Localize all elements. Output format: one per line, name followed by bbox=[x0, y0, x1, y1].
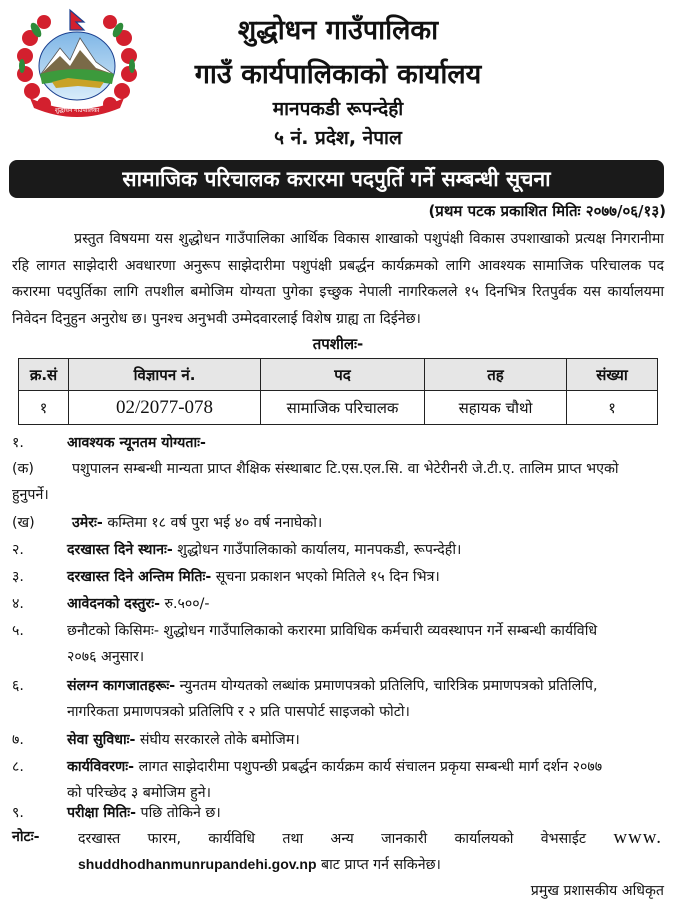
office-province: ५ नं. प्रदेश, नेपाल bbox=[274, 127, 402, 149]
col-post: पद bbox=[261, 359, 425, 391]
signatory-title: प्रमुख प्रशासकीय अधिकृत bbox=[530, 883, 664, 899]
list-item bbox=[12, 618, 664, 644]
cell-level: सहायक चौथो bbox=[425, 391, 567, 425]
item-text: न्युनतम योग्यतको लब्धांक प्रमाणपत्रको प्रतिलिपि, चारित्रिक प्रमाणपत्रको प्रतिलिपि, bbox=[175, 678, 598, 694]
item-number: ८. bbox=[12, 759, 24, 775]
nepal-emblem-icon bbox=[16, 8, 138, 120]
item-text: सूचना प्रकाशन भएको मितिले १५ दिन भित्र। bbox=[211, 569, 440, 585]
table-header-row bbox=[19, 359, 658, 391]
list-item bbox=[12, 591, 664, 617]
note-text-line1: दरखास्त फारम, कार्यविधि तथा अन्य जानकारी कार्यालयको वेभसाईट bbox=[78, 831, 586, 847]
list-item-continuation bbox=[12, 644, 664, 670]
list-item bbox=[12, 673, 664, 699]
item-text: रु.५००/- bbox=[160, 596, 210, 612]
item-text: पछि तोकिने छ। bbox=[136, 805, 221, 821]
cell-ad-number: 02/2077-078 bbox=[69, 391, 261, 425]
item-text: २०७६ अनुसार। bbox=[67, 649, 145, 665]
cell-post: सामाजिक परिचालक bbox=[261, 391, 425, 425]
item-number: १. bbox=[12, 435, 24, 451]
note-text bbox=[78, 827, 662, 849]
item-number: ७. bbox=[12, 732, 24, 748]
item-text: लागत साझेदारीमा पशुपन्छी प्रबर्द्धन कार्यक्रम कार्य संचालन प्रकृया सम्बन्धी मार्ग दर्शन २०७७ bbox=[134, 759, 603, 775]
note-label: नोटः- bbox=[12, 829, 40, 845]
list-item bbox=[12, 564, 664, 590]
col-count: संख्या bbox=[567, 359, 658, 391]
notice-title: सामाजिक परिचालक करारमा पदपुर्ति गर्ने सम्बन्धी सूचना bbox=[9, 160, 664, 198]
vacancy-table bbox=[18, 358, 658, 425]
item-label: उमेरः- bbox=[72, 515, 103, 531]
cell-serial: १ bbox=[19, 391, 69, 425]
item-label: दरखास्त दिने अन्तिम मितिः- bbox=[67, 569, 212, 585]
website-link[interactable]: shuddhodhanmunrupandehi.gov.np bbox=[78, 856, 317, 872]
item-text: छनौटको किसिमः- शुद्धोधन गाउँपालिकाको करारमा प्राविधिक कर्मचारी व्यवस्थापन गर्ने सम्बन्धी कार्यविधि bbox=[67, 623, 598, 639]
note-line2 bbox=[78, 855, 662, 874]
list-item bbox=[12, 456, 664, 482]
publication-date: (प्रथम पटक प्रकाशित मितिः २०७७/०६/१३) bbox=[428, 202, 666, 220]
note-text-line2: बाट प्राप्त गर्न सकिनेछ। bbox=[316, 857, 441, 873]
item-label: दरखास्त दिने स्थानः- bbox=[67, 542, 173, 558]
item-number: ६. bbox=[12, 678, 24, 694]
list-item bbox=[12, 430, 664, 456]
item-label: सेवा सुविधाः- bbox=[67, 732, 136, 748]
item-label: परीक्षा मितिः- bbox=[67, 805, 136, 821]
item-number: ४. bbox=[12, 596, 24, 612]
col-serial: क्र.सं bbox=[19, 359, 69, 391]
col-level: तह bbox=[425, 359, 567, 391]
website-prefix: www. bbox=[613, 827, 662, 848]
cell-count: १ bbox=[567, 391, 658, 425]
list-item bbox=[12, 510, 664, 536]
list-item-continuation bbox=[12, 482, 664, 508]
item-number: ५. bbox=[12, 623, 24, 639]
list-item bbox=[12, 537, 664, 563]
list-item bbox=[12, 727, 664, 753]
item-text: संघीय सरकारले तोके बमोजिम। bbox=[135, 732, 300, 748]
item-text: कम्तिमा १८ वर्ष पुरा भई ४० वर्ष ननाघेको। bbox=[102, 515, 323, 531]
office-name: शुद्धोधन गाउँपालिका bbox=[237, 15, 439, 46]
item-label: आवश्यक न्यूनतम योग्यताः- bbox=[67, 435, 206, 451]
item-text: नागरिकता प्रमाणपत्रको प्रतिलिपि र २ प्रति पासपोर्ट साइजको फोटो। bbox=[67, 704, 410, 720]
office-location: मानपकडी रूपन्देही bbox=[272, 98, 404, 120]
office-subtitle: गाउँ कार्यपालिकाको कार्यालय bbox=[194, 59, 482, 90]
item-text: हुनुपर्ने। bbox=[12, 487, 49, 503]
item-number: (क) bbox=[12, 461, 34, 477]
item-number: २. bbox=[12, 542, 24, 558]
item-label: कार्यविवरणः- bbox=[67, 759, 135, 775]
item-number: ३. bbox=[12, 569, 24, 585]
item-text: पशुपालन सम्बन्धी मान्यता प्राप्त शैक्षिक संस्थाबाट टि.एस.एल.सि. वा भेटेरीनरी जे.टी.ए. तालिम प्राप्त भएको bbox=[72, 461, 619, 477]
emblem-motto: शुद्धोधन गाउँपालिका bbox=[54, 107, 100, 114]
item-label: आवेदनको दस्तुरः- bbox=[67, 596, 161, 612]
intro-paragraph: प्रस्तुत विषयमा यस शुद्धोधन गाउँपालिका आर्थिक विकास शाखाको पशुपंक्षी विकास उपशाखाको प्रत्यक्ष निगरानीमा रहि लागत साझेदारी अवधारणा अनुरूप साझेदारीमा पशुपंक्षी प्रबर्द्धन कार्यक्रमको लागि आवश्यक सामाजिक परिचालक पद करारमा पदपुर्तिका लागि तपशील बमोजिम योग्यता पुगेका इच्छुक नेपाली नागरिकलले १५ दिनभित्र रितपुर्वक यस कार्यालयमा निवेदन दिनुहुन अनुरोध छ। पुनश्च अनुभवी उम्मेदवारलाई विशेष ग्राह्य ता दिईनेछ। bbox=[12, 231, 664, 327]
col-ad-number: विज्ञापन नं. bbox=[69, 359, 261, 391]
list-item bbox=[12, 800, 664, 826]
details-heading: तपशीलः- bbox=[312, 335, 364, 353]
list-item-continuation bbox=[12, 699, 664, 725]
item-number: (ख) bbox=[12, 515, 35, 531]
item-text: को परिच्छेद ३ बमोजिम हुने। bbox=[67, 785, 211, 801]
item-number: ९. bbox=[12, 805, 24, 821]
list-item bbox=[12, 754, 664, 780]
item-label: संलग्न कागजातहरूः- bbox=[67, 678, 176, 694]
table-row bbox=[19, 391, 658, 425]
item-text: शुद्धोधन गाउँपालिकाको कार्यालय, मानपकडी, रूपन्देही। bbox=[172, 542, 462, 558]
